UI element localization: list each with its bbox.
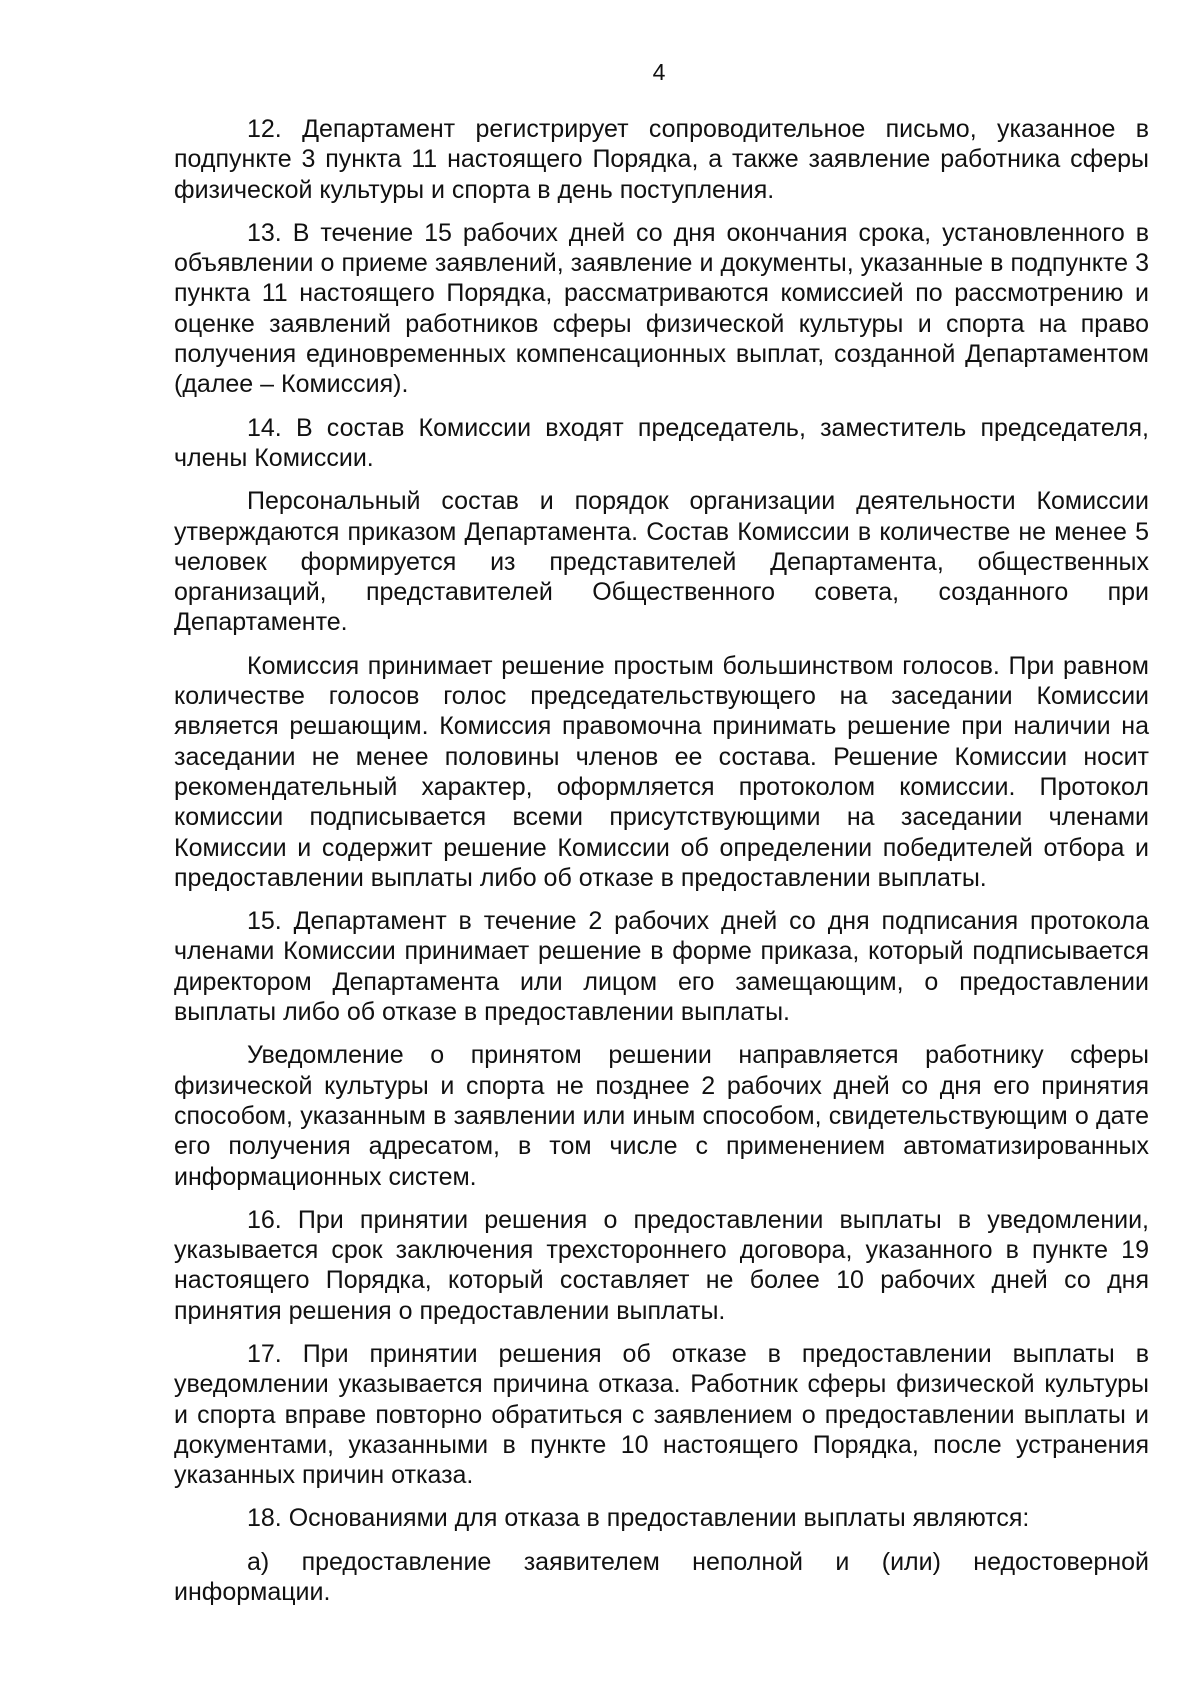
paragraph-15-notice: Уведомление о принятом решении направляется работнику сферы физической культуры и спорта не позднее 2 рабочих дней со дня его принятия способом, указанным в заявлении или иным способом, свидетельствующим о дате его получения адресатом, в том числе с применением автоматизированных информационных систем. [174,1041,1149,1191]
paragraph-13: 13. В течение 15 рабочих дней со дня окончания срока, установленного в объявлении о приеме заявлений, заявление и документы, указанные в подпункте 3 пункта 11 настоящего Порядка, рассматриваются комиссией по рассмотрению и оценке заявлений работников сферы физической культуры и спорта на право получения единовременных компенсационных выплат, созданной Департаментом (далее – Комиссия). [174,218,1149,399]
paragraph-18: 18. Основаниями для отказа в предоставлении выплаты являются: [247,1504,1030,1533]
page-number: 4 [652,59,666,85]
paragraph-14-composition: Персональный состав и порядок организации деятельности Комиссии утверждаются приказом Департамента. Состав Комиссии в количестве не менее 5 человек формируется из представителей Департамента, общественных организаций, представителей Общественного совета, созданного при Департаменте. [174,487,1149,637]
paragraph-14-decision: Комиссия принимает решение простым большинством голосов. При равном количестве голосов голос председательствующего на заседании Комиссии является решающим. Комиссия правомочна принимать решение при наличии на заседании не менее половины членов ее состава. Решение Комиссии носит рекомендательный характер, оформляется протоколом комиссии. Протокол комиссии подписывается всеми присутствующими на заседании членами Комиссии и содержит решение Комиссии об определении победителей отбора и предоставлении выплаты либо об отказе в предоставлении выплаты. [174,651,1149,892]
paragraph-18-a: а) предоставление заявителем неполной и (или) недостоверной информации. [174,1547,1149,1607]
paragraph-14: 14. В состав Комиссии входят председатель, заместитель председателя, члены Комиссии. [174,413,1149,472]
paragraph-16: 16. При принятии решения о предоставлении выплаты в уведомлении, указывается срок заключения трехстороннего договора, указанного в пункте 19 настоящего Порядка, который составляет не более 10 рабочих дней со дня принятия решения о предоставлении выплаты. [174,1205,1149,1325]
paragraph-12: 12. Департамент регистрирует сопроводительное письмо, указанное в подпункте 3 пункта 11 настоящего Порядка, а также заявление работника сферы физической культуры и спорта в день поступления. [174,115,1149,204]
paragraph-15: 15. Департамент в течение 2 рабочих дней со дня подписания протокола членами Комиссии принимает решение в форме приказа, который подписывается директором Департамента или лицом его замещающим, о предоставлении выплаты либо об отказе в предоставлении выплаты. [174,907,1149,1027]
document-body [174,114,1149,1607]
paragraph-17: 17. При принятии решения об отказе в предоставлении выплаты в уведомлении указывается причина отказа. Работник сферы физической культуры и спорта вправе повторно обратиться с заявлением о предоставлении выплаты и документами, указанными в пункте 10 настоящего Порядка, после устранения указанных причин отказа. [174,1339,1149,1490]
